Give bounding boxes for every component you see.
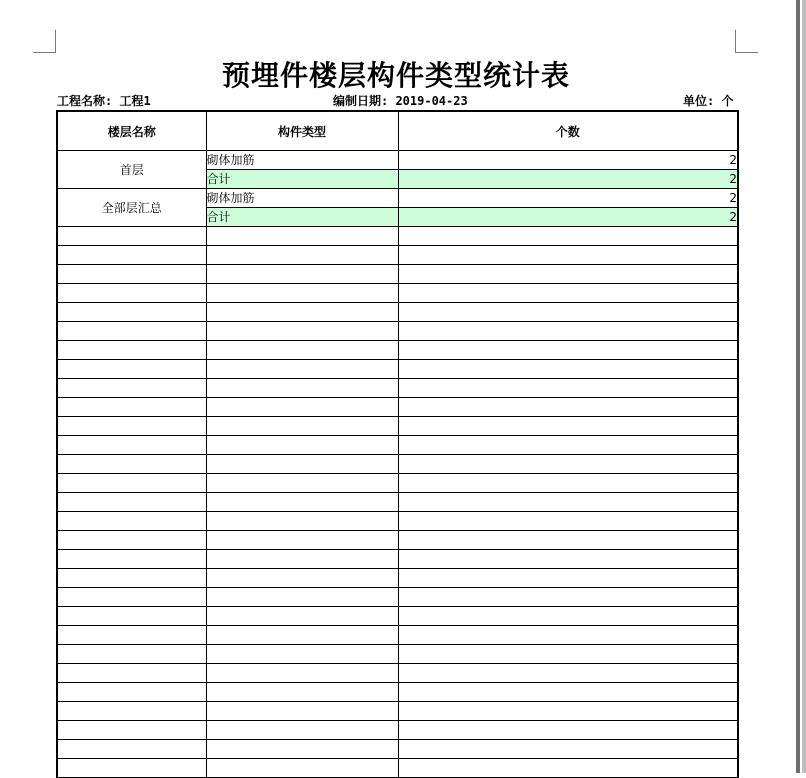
empty-cell [398,417,738,436]
empty-table-row [57,759,738,778]
empty-cell [57,588,206,607]
empty-table-row [57,227,738,246]
empty-cell [57,455,206,474]
empty-cell [398,474,738,493]
empty-cell [206,474,398,493]
report-title: 预埋件楼层构件类型统计表 [221,59,570,92]
empty-cell [57,436,206,455]
empty-table-row [57,303,738,322]
empty-cell [206,455,398,474]
empty-cell [57,227,206,246]
empty-cell [398,569,738,588]
empty-cell [206,265,398,284]
empty-cell [206,683,398,702]
empty-cell [206,721,398,740]
empty-cell [398,683,738,702]
summary-count-cell: 2 [398,208,738,227]
summary-label-cell: 合计 [206,208,398,227]
table-row [57,151,738,170]
empty-cell [206,531,398,550]
empty-cell [57,341,206,360]
empty-table-row [57,588,738,607]
empty-cell [398,284,738,303]
empty-cell [206,379,398,398]
empty-cell [206,303,398,322]
empty-table-row [57,455,738,474]
empty-cell [206,550,398,569]
empty-cell [398,626,738,645]
empty-cell [57,284,206,303]
empty-table-row [57,417,738,436]
empty-table-row [57,664,738,683]
empty-cell [206,740,398,759]
empty-cell [398,379,738,398]
empty-cell [398,550,738,569]
empty-cell [206,759,398,778]
component-type-cell: 砌体加筋 [206,151,398,170]
empty-cell [398,360,738,379]
empty-cell [57,246,206,265]
empty-table-row [57,493,738,512]
empty-cell [57,740,206,759]
empty-cell [57,303,206,322]
empty-cell [206,398,398,417]
empty-cell [398,246,738,265]
empty-cell [206,246,398,265]
empty-table-row [57,398,738,417]
empty-cell [398,607,738,626]
empty-cell [206,360,398,379]
empty-cell [57,702,206,721]
page-corner-mark-top-right [735,30,758,53]
empty-table-row [57,740,738,759]
empty-cell [398,740,738,759]
empty-cell [398,436,738,455]
empty-cell [398,721,738,740]
empty-table-row [57,683,738,702]
page-corner-mark-top-left [33,30,56,53]
empty-table-row [57,246,738,265]
empty-cell [57,626,206,645]
empty-cell [57,759,206,778]
floor-name-cell: 全部层汇总 [57,189,206,227]
empty-cell [206,322,398,341]
empty-cell [206,645,398,664]
empty-cell [206,341,398,360]
empty-cell [398,588,738,607]
empty-cell [398,531,738,550]
empty-cell [206,588,398,607]
empty-cell [57,645,206,664]
empty-table-row [57,474,738,493]
empty-table-row [57,436,738,455]
empty-cell [398,322,738,341]
empty-table-row [57,626,738,645]
empty-cell [57,664,206,683]
table-header-row [57,111,738,151]
empty-cell [57,493,206,512]
empty-cell [398,759,738,778]
empty-cell [206,702,398,721]
empty-cell [206,664,398,683]
empty-cell [57,360,206,379]
empty-cell [57,550,206,569]
unit-label: 单位: 个 [683,94,734,108]
summary-count-cell: 2 [398,170,738,189]
empty-cell [206,512,398,531]
empty-cell [206,493,398,512]
empty-cell [57,379,206,398]
empty-cell [398,341,738,360]
empty-cell [398,512,738,531]
empty-cell [57,683,206,702]
empty-cell [57,417,206,436]
empty-cell [206,569,398,588]
empty-table-row [57,531,738,550]
frame-border [796,0,800,773]
project-name: 工程名称: 工程1 [57,94,151,108]
empty-table-row [57,550,738,569]
empty-cell [57,265,206,284]
empty-cell [57,721,206,740]
empty-cell [206,607,398,626]
component-type-cell: 砌体加筋 [206,189,398,208]
count-cell: 2 [398,151,738,170]
empty-cell [206,284,398,303]
empty-table-row [57,607,738,626]
empty-cell [398,265,738,284]
empty-cell [57,322,206,341]
empty-cell [57,607,206,626]
empty-table-row [57,322,738,341]
empty-table-row [57,360,738,379]
empty-table-row [57,379,738,398]
empty-cell [206,436,398,455]
empty-table-row [57,702,738,721]
empty-cell [206,626,398,645]
empty-table-row [57,265,738,284]
empty-cell [398,645,738,664]
header-component-type: 构件类型 [206,111,398,151]
count-cell: 2 [398,189,738,208]
empty-cell [206,227,398,246]
header-floor-name: 楼层名称 [57,111,206,151]
empty-table-row [57,721,738,740]
empty-table-row [57,512,738,531]
empty-cell [398,455,738,474]
empty-cell [398,493,738,512]
empty-cell [398,702,738,721]
empty-cell [57,569,206,588]
empty-cell [57,474,206,493]
frame-border-shadow [802,0,806,773]
table-row [57,189,738,208]
compile-date: 编制日期: 2019-04-23 [333,94,468,108]
empty-cell [398,398,738,417]
empty-cell [206,417,398,436]
empty-cell [398,664,738,683]
empty-table-row [57,569,738,588]
empty-cell [57,398,206,417]
window-right-edge [796,0,806,773]
header-count: 个数 [398,111,738,151]
empty-table-row [57,645,738,664]
empty-cell [57,512,206,531]
empty-table-row [57,284,738,303]
summary-label-cell: 合计 [206,170,398,189]
empty-cell [398,227,738,246]
empty-table-row [57,341,738,360]
floor-name-cell: 首层 [57,151,206,189]
empty-cell [57,531,206,550]
empty-cell [398,303,738,322]
statistics-table [56,110,739,778]
